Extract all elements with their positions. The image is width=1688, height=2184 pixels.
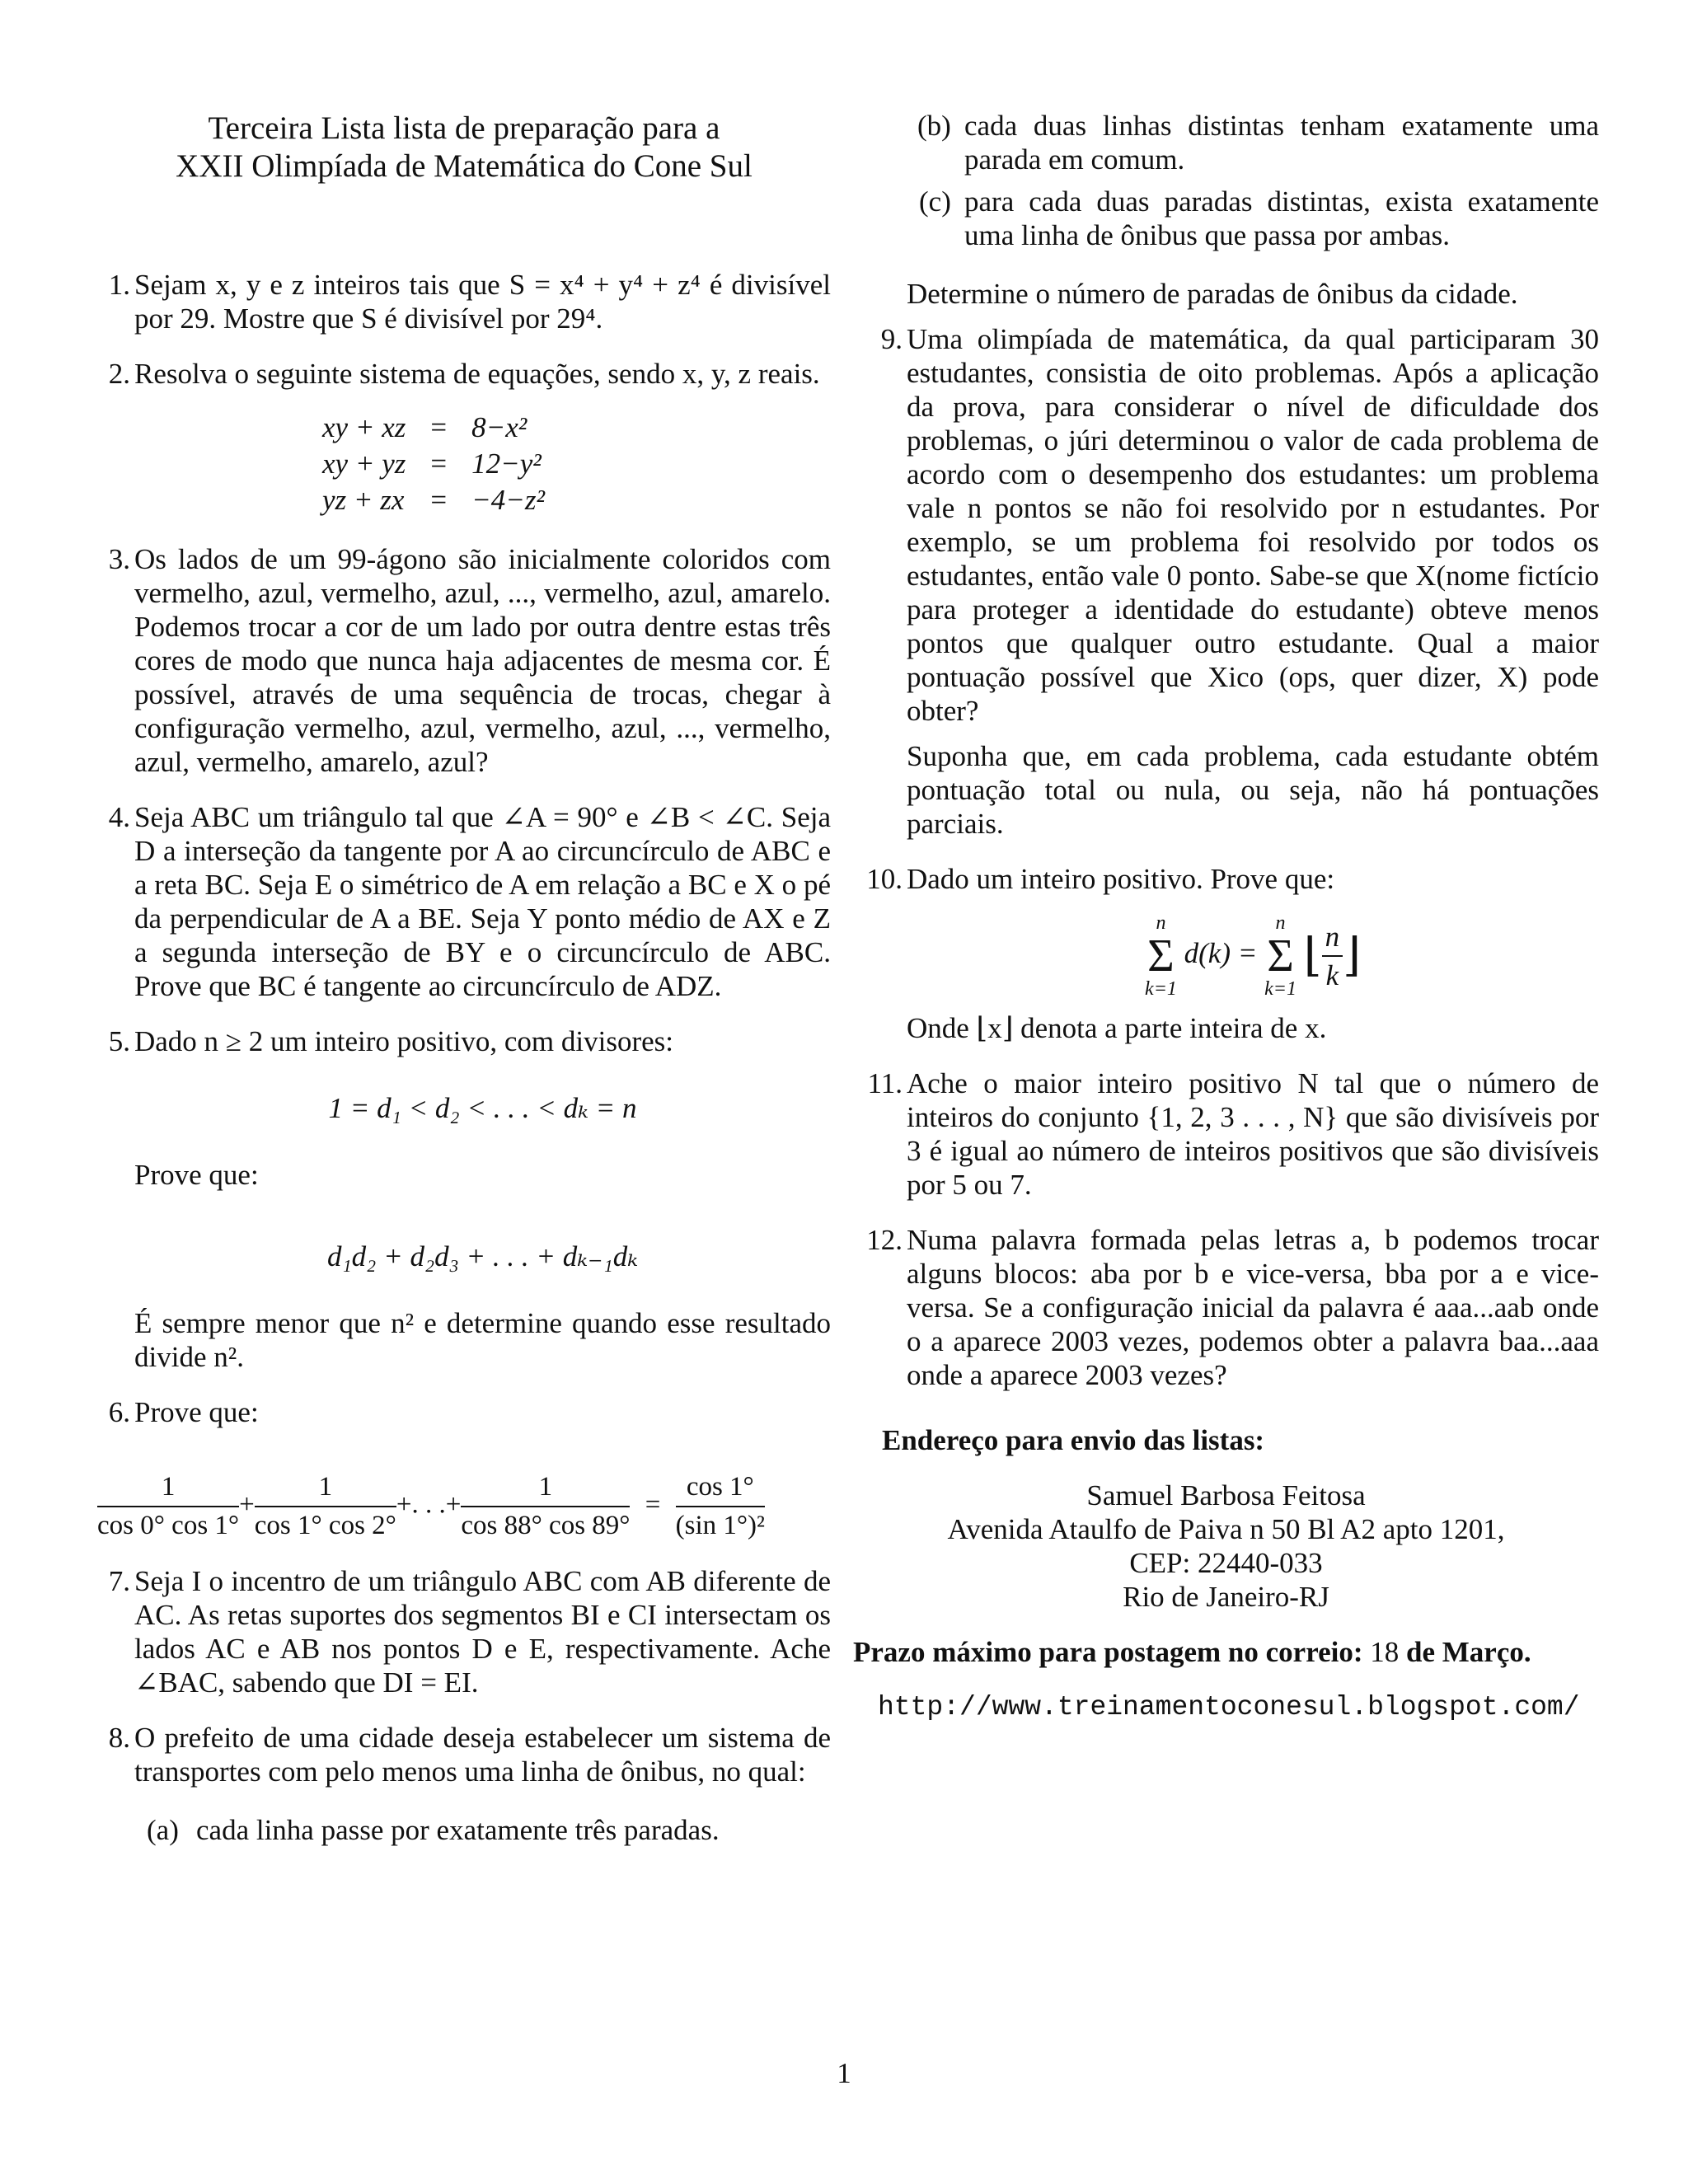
- problem-text: Dado n ≥ 2 um inteiro positivo, com divisores:: [134, 1025, 674, 1057]
- equation-row: xy + yz = 12−y²: [322, 447, 542, 480]
- divisor-chain-equation: 1 = d₁ < d₂ < . . . < dₖ = n: [328, 1092, 637, 1124]
- deadline-month: de Março.: [1406, 1636, 1531, 1668]
- sigma-symbol: n Σ k=1: [1145, 912, 1177, 1000]
- problem-6: [97, 1395, 831, 1543]
- problem-2: [97, 357, 831, 518]
- floor-fraction: $\frac{n}{k}$: [1322, 920, 1343, 992]
- problem-number: 5.: [108, 1025, 130, 1057]
- right-column: [853, 109, 1599, 1724]
- problem-text: Resolva o seguinte sistema de equações, sendo x, y, z reais.: [134, 358, 820, 390]
- problem-number: 11.: [867, 1067, 903, 1099]
- fraction-1: $\frac{1}{\cos 0^\circ \cos 1^\circ}$: [97, 1472, 240, 1540]
- fraction-2: $\frac{1}{\cos 1^\circ \cos 2^\circ}$: [254, 1472, 396, 1540]
- problem-number: 3.: [108, 543, 130, 575]
- lhs-term: d(k) =: [1184, 937, 1258, 970]
- page-number: 1: [837, 2057, 851, 2089]
- problem-text: O prefeito de uma cidade deseja estabelecer um sistema de transportes com pelo menos uma linha de ônibus, no qual:: [134, 1722, 831, 1788]
- problem-note: Suponha que, em cada problema, cada estudante obtém pontuação total ou nula, ou seja, não há pontuações parciais.: [907, 740, 1599, 840]
- problem-number: 4.: [108, 801, 130, 833]
- problem-8: [97, 1721, 831, 1847]
- fraction-3: $\frac{1}{\cos 88^\circ \cos 89^\circ}$: [461, 1472, 631, 1540]
- subitem-text: cada duas linhas distintas tenham exatamente uma parada em comum.: [964, 110, 1599, 176]
- problem-text: Sejam x, y e z inteiros tais que S = x⁴ + y⁴ + z⁴ é divisível por 29. Mostre que S é divisível por 29⁴.: [134, 269, 831, 335]
- problem-text: Prove que:: [134, 1396, 259, 1428]
- document-title: [97, 110, 831, 185]
- problem-1: [97, 268, 831, 335]
- deadline: [853, 1635, 1599, 1669]
- problem-number: 1.: [108, 269, 130, 301]
- sigma-symbol: n Σ k=1: [1264, 912, 1296, 1000]
- fraction-rhs: $\frac{\cos 1^\circ}{\text{(sin 1°)²}}$: [675, 1472, 765, 1540]
- problem-10: [866, 862, 1599, 1045]
- problem-5: [97, 1024, 831, 1374]
- address-heading: Endereço para envio das listas:: [882, 1424, 1265, 1456]
- problem-number: 9.: [880, 323, 903, 355]
- subitem-label: (c): [919, 185, 951, 218]
- problem-number: 7.: [108, 1565, 130, 1597]
- problem-text: Uma olimpíada de matemática, da qual participaram 30 estudantes, consistia de oito problemas. Após a aplicação da prova, para considerar o nível de dificuldade dos problemas, o júri determinou o valor de cada problema de acordo com o desempenho dos estudantes: um problema vale n pontos se não foi resolvido por n estudantes. Por exemplo, se um problema foi resolvido por todos os estudantes, então vale 0 ponto. Sabe-se que X(nome fictício para proteger a identidade do estudante) obteve menos pontos que qualquer outro estudante. Qual a maior pontuação possível que Xico (ops, quer dizer, X) pode obter?: [907, 323, 1599, 727]
- subitem-label: (a): [147, 1814, 179, 1846]
- floor-note: Onde ⌊x⌋ denota a parte inteira de x.: [907, 1012, 1327, 1044]
- problem-7: [97, 1564, 831, 1699]
- subitem-b: [853, 109, 1599, 176]
- problem-number: 12.: [866, 1224, 903, 1256]
- address-street: Avenida Ataulfo de Paiva n 50 Bl A2 apto 1201,: [947, 1513, 1505, 1545]
- problem-tail: É sempre menor que n² e determine quando esse resultado divide n².: [134, 1307, 831, 1373]
- sum-expression: d₁d₂ + d₂d₃ + . . . + dₖ₋₁dₖ: [327, 1240, 638, 1272]
- problem-12: [866, 1223, 1599, 1392]
- trig-identity: $\frac{1}{\cos 0^\circ \cos 1^\circ}$ + $\frac{1}{\cos 1^\circ \cos 2^\circ}$ +. . .+ $\frac{1}{\cos 88^\circ \cos 89^\circ}$ = $\frac{\cos 1^\circ}{\text{(sin 1°)²}}$: [97, 1470, 831, 1543]
- deadline-label: Prazo máximo para postagem no correio:: [853, 1636, 1363, 1668]
- subitem-a: [134, 1813, 831, 1847]
- address-city: Rio de Janeiro-RJ: [1123, 1581, 1329, 1613]
- subitem-text: para cada duas paradas distintas, exista exatamente uma linha de ônibus que passa por ambas.: [964, 185, 1599, 251]
- problem-text: Numa palavra formada pelas letras a, b podemos trocar alguns blocos: aba por b e vice-versa, bba por a e vice-versa. Se a configuração inicial da palavra é aaa...aab onde o a aparece 2003 vezes, podemos obter a palavra baa...aaa onde a aparece 2003 vezes?: [907, 1224, 1599, 1391]
- problem-number: 8.: [108, 1722, 130, 1754]
- problem-9: [870, 322, 1599, 841]
- problem-number: 2.: [108, 358, 130, 390]
- address-name: Samuel Barbosa Feitosa: [1086, 1479, 1366, 1511]
- problem-number: 6.: [108, 1396, 130, 1428]
- problem-4: [97, 800, 831, 1003]
- problem-number: 10.: [866, 863, 903, 895]
- divisor-sum-identity: n Σ k=1 d(k) = n Σ k=1 ⌊ $\frac{n}{k}$ ⌋: [1145, 912, 1361, 1000]
- left-column: [97, 103, 831, 1847]
- prove-label: Prove que:: [134, 1159, 259, 1191]
- address-cep: CEP: 22440-033: [1129, 1547, 1323, 1579]
- title-line-1: Terceira Lista lista de preparação para a: [208, 110, 720, 146]
- equation-row: yz + zx = −4−z²: [322, 483, 545, 516]
- equation-system: [322, 409, 545, 518]
- title-line-2: XXII Olimpíada de Matemática do Cone Sul: [176, 148, 753, 184]
- subitem-label: (b): [917, 110, 951, 142]
- mailing-address: [853, 1479, 1599, 1614]
- deadline-day: 18: [1370, 1636, 1400, 1668]
- problem-text: Seja I o incentro de um triângulo ABC com AB diferente de AC. As retas suportes dos segmentos BI e CI intersectam os lados AC e AB nos pontos D e E, respectivamente. Ache ∠BAC, sabendo que DI = EI.: [134, 1565, 831, 1699]
- subitem-c: [853, 185, 1599, 252]
- equation-row: xy + xz = 8−x²: [322, 410, 528, 443]
- problem-8-question: Determine o número de paradas de ônibus da cidade.: [907, 278, 1518, 310]
- subitem-text: cada linha passe por exatamente três paradas.: [196, 1814, 720, 1846]
- problem-text: Ache o maior inteiro positivo N tal que o número de inteiros do conjunto {1, 2, 3 . . . , N} que são divisíveis por 3 é igual ao número de inteiros positivos que são divisíveis por 5 ou 7.: [907, 1067, 1599, 1201]
- problem-text: Os lados de um 99-ágono são inicialmente coloridos com vermelho, azul, vermelho, azul, ..., vermelho, azul, amarelo. Podemos trocar a cor de um lado por outra dentre estas três cores de modo que nunca haja adjacentes de mesma cor. É possível, através de uma sequência de trocas, chegar à configuração vermelho, azul, vermelho, azul, ..., vermelho, azul, vermelho, amarelo, azul?: [134, 543, 831, 778]
- problem-11: [867, 1066, 1599, 1202]
- website-url[interactable]: http://www.treinamentoconesul.blogspot.com/: [878, 1692, 1580, 1722]
- problem-text: Dado um inteiro positivo. Prove que:: [907, 863, 1335, 895]
- problem-text: Seja ABC um triângulo tal que ∠A = 90° e ∠B < ∠C. Seja D a interseção da tangente por A ao circuncírculo de ABC e a reta BC. Seja E o simétrico de A em relação a BC e X o pé da perpendicular de A a BE. Seja Y ponto médio de AX e Z a segunda interseção de BY e o circuncírculo de ABC. Prove que BC é tangente ao circuncírculo de ADZ.: [134, 801, 831, 1002]
- problem-3: [97, 542, 831, 779]
